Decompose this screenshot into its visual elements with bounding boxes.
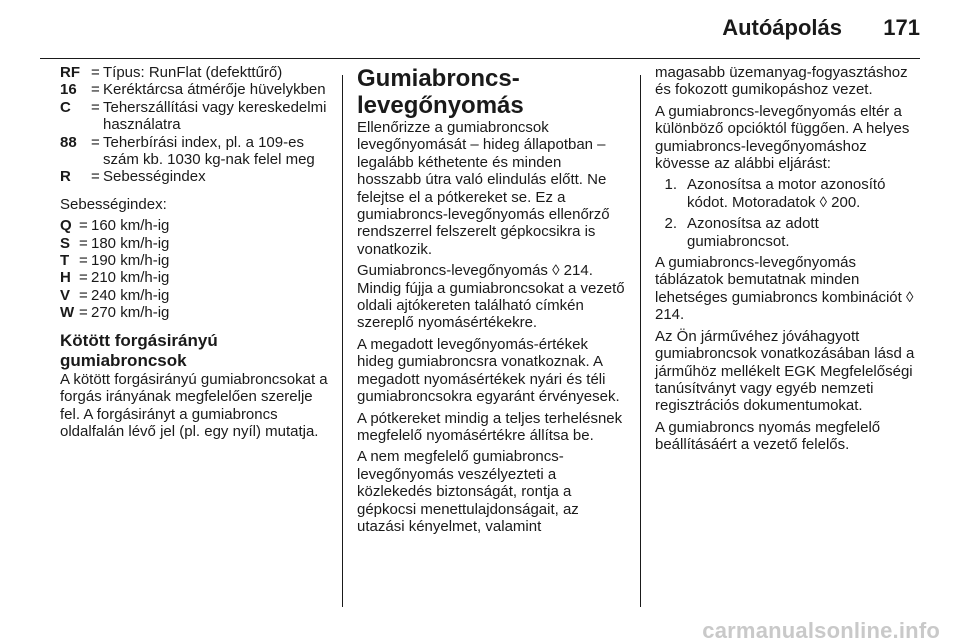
definition-key: RF	[60, 64, 80, 81]
section-title: Autóápolás	[722, 15, 842, 40]
definition-eq: =	[91, 168, 100, 186]
definition-value: Teherszállítási vagy kereskedelmi használatra	[103, 98, 327, 134]
speed-value: 210 km/h-ig	[91, 269, 170, 287]
speed-value: 270 km/h-ig	[91, 304, 170, 322]
speed-key: S	[60, 234, 71, 252]
paragraph: A gumiabroncs-levegőnyomás eltér a különböző opcióktól függően. A helyes gumiabroncs-levegőnyomáshoz kövesse az alábbi eljárást:	[655, 102, 910, 173]
paragraph: magasabb üzemanyag-fogyasztáshoz és fokozott gumikopáshoz vezet.	[655, 64, 908, 99]
speed-key: V	[60, 286, 71, 304]
speed-value: 180 km/h-ig	[91, 234, 170, 252]
speed-row	[60, 269, 330, 286]
step-text: Azonosítsa az adott gumiabroncsot.	[687, 215, 819, 250]
definition-key: R	[60, 168, 71, 186]
speed-eq: =	[79, 252, 88, 270]
column-divider	[342, 75, 343, 607]
column-middle	[357, 64, 627, 539]
speed-key: T	[60, 252, 70, 270]
step-list	[655, 176, 923, 250]
paragraph: A gumiabroncs-levegőnyomás táblázatok bemutatnak minden lehetséges gumiabroncs kombinációt ◊ 214.	[655, 254, 914, 324]
speed-eq: =	[79, 304, 88, 322]
definition-row	[60, 99, 330, 134]
definition-eq: =	[91, 64, 100, 81]
definition-row	[60, 64, 330, 81]
step-item	[655, 215, 923, 250]
paragraph: A megadott levegőnyomás-értékek hideg gumiabroncsra vonatkoznak. A megadott nyomásértékek nyári és téli gumiabroncsokra egyaránt érvényesek.	[357, 335, 620, 406]
speed-row	[60, 217, 330, 234]
speed-index-label: Sebességindex:	[60, 195, 167, 213]
paragraph: A nem megfelelő gumiabroncs-levegőnyomás veszélyezteti a közlekedés biztonságát, rontja a gépkocsi menettulajdonságait, az utazási kényelmet, valamint	[357, 448, 579, 535]
speed-key: Q	[60, 217, 72, 235]
definition-value: Teherbírási index, pl. a 109-es szám kb. 1030 kg-nak felel meg	[103, 133, 315, 169]
speed-value: 160 km/h-ig	[91, 217, 170, 235]
definition-value: Sebességindex	[103, 168, 206, 186]
tyre-pressure-heading: Gumiabroncs-levegőnyomás	[357, 65, 524, 119]
step-number: 2.	[664, 215, 677, 233]
definition-value: Keréktárcsa átmérője hüvelykben	[103, 81, 326, 99]
speed-index-list	[60, 217, 330, 321]
column-left	[60, 64, 330, 444]
step-item	[655, 176, 923, 211]
directional-tyres-text: A kötött forgásirányú gumiabroncsokat a forgás irányának megfelelően szerelje fel. A forgásirányt a gumiabroncs oldalfalán lévő jel (pl. egy nyíl) mutatja.	[60, 370, 328, 440]
speed-eq: =	[79, 234, 88, 252]
speed-row	[60, 235, 330, 252]
step-text: Azonosítsa a motor azonosító kódot. Motoradatok ◊ 200.	[687, 176, 886, 211]
definition-eq: =	[91, 133, 100, 151]
page-number: 171	[883, 15, 920, 40]
speed-value: 240 km/h-ig	[91, 286, 170, 304]
definition-key: C	[60, 98, 71, 116]
speed-row	[60, 287, 330, 304]
paragraph: A gumiabroncs nyomás megfelelő beállításáért a vezető felelős.	[655, 418, 881, 454]
definition-row	[60, 168, 330, 185]
definition-row	[60, 81, 330, 98]
paragraph: Gumiabroncs-levegőnyomás ◊ 214. Mindig fújja a gumiabroncsokat a vezető oldali ajtókereten található címkén szereplő nyomásértékekre.	[357, 262, 625, 332]
step-number: 1.	[664, 176, 677, 194]
definition-eq: =	[91, 81, 100, 99]
paragraph: Ellenőrizze a gumiabroncsok levegőnyomását – hideg állapotban – legalább kéthetente és minden hosszabb útra való elindulás előtt. Ne felejtse el a pótkereket se. Ez a gumiabroncs-levegőnyomás ellenőrző rendszerrel felszerelt gépkocsikra is vonatkozik.	[357, 119, 610, 258]
column-right	[655, 64, 923, 458]
speed-key: W	[60, 304, 75, 322]
header-rule	[40, 58, 920, 59]
speed-row	[60, 252, 330, 269]
speed-eq: =	[79, 269, 88, 287]
speed-eq: =	[79, 286, 88, 304]
definition-eq: =	[91, 98, 100, 116]
speed-eq: =	[79, 217, 88, 235]
page-header	[0, 0, 960, 55]
column-divider	[640, 75, 641, 607]
definition-row	[60, 134, 330, 169]
definition-value: Típus: RunFlat (defekttűrő)	[103, 64, 283, 81]
speed-row	[60, 304, 330, 321]
paragraph: Az Ön járművéhez jóváhagyott gumiabroncsok vonatkozásában lásd a járműhöz mellékelt EGK Megfelelőségi tanúsítványt vagy egyéb nemzeti regisztrációs dokumentumokat.	[655, 327, 915, 415]
definition-key: 88	[60, 133, 77, 151]
paragraph: A pótkereket mindig a teljes terhelésnek megfelelő nyomásértékre állítsa be.	[357, 409, 623, 444]
definition-list	[60, 64, 330, 186]
speed-key: H	[60, 269, 71, 287]
definition-key: 16	[60, 81, 77, 99]
speed-value: 190 km/h-ig	[91, 252, 170, 270]
watermark: carmanualsonline.info	[702, 618, 940, 643]
directional-tyres-heading: Kötött forgásirányú gumiabroncsok	[60, 330, 218, 370]
